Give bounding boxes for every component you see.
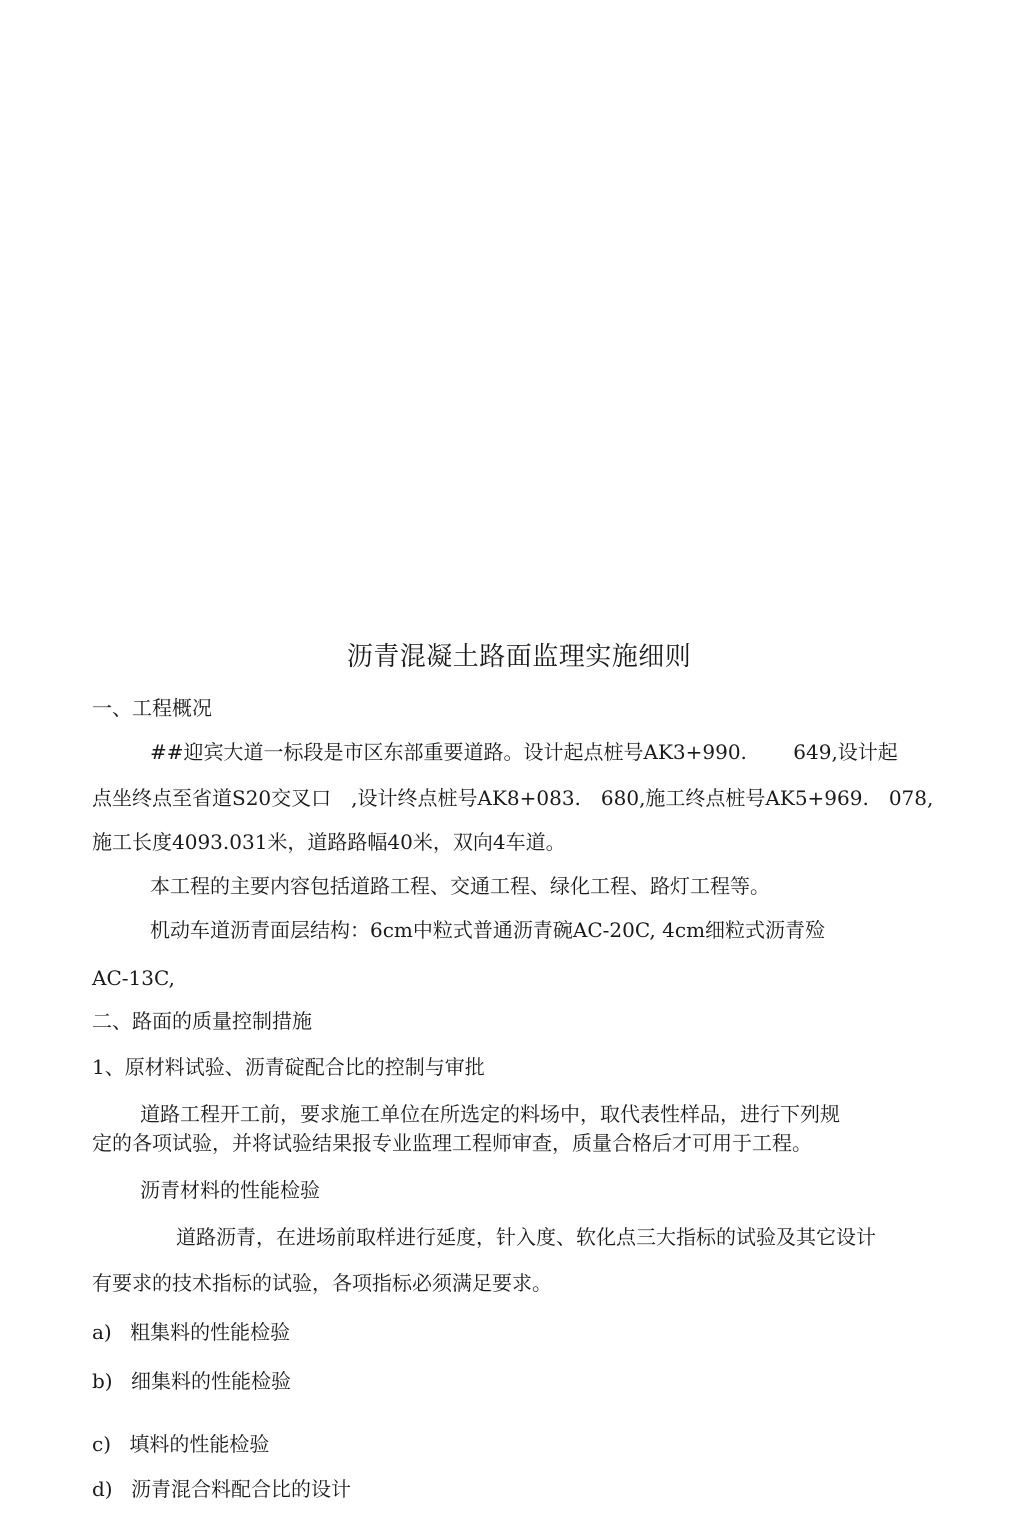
overview-line-2: 点坐终点至省道S20交叉口 ,设计终点桩号AK8+083. 680,施工终点桩号AK5+969. 078,	[92, 786, 934, 810]
section-2-heading: 二、路面的质量控制措施	[92, 1009, 312, 1033]
document-title: 沥青混凝土路面监理实施细则	[346, 642, 692, 672]
structure-line-2: AC-13C,	[92, 966, 175, 990]
list-marker: b)	[92, 1369, 113, 1393]
subsection-1-heading: 1、原材料试验、沥青碇配合比的控制与审批	[92, 1055, 485, 1079]
list-text: 填料的性能检验	[129, 1432, 270, 1456]
list-item-a	[92, 1320, 290, 1344]
list-marker: a)	[92, 1320, 112, 1344]
list-item-b	[92, 1369, 291, 1393]
list-marker: c)	[92, 1432, 112, 1456]
structure-line-1: 机动车道沥青面层结构：6cm中粒式普通沥青碗AC-20C, 4cm细粒式沥青殓	[150, 918, 826, 942]
asphalt-test-heading: 沥青材料的性能检验	[140, 1178, 320, 1202]
list-item-c	[92, 1432, 269, 1456]
overview-line-3: 施工长度4093.031米，道路路幅40米，双向4车道。	[92, 830, 566, 854]
list-marker: d)	[92, 1477, 113, 1501]
section-1-heading: 一、工程概况	[92, 696, 212, 720]
list-item-d	[92, 1477, 351, 1501]
asphalt-test-line-1: 道路沥青，在进场前取样进行延度，针入度、软化点三大指标的试验及其它设计	[176, 1225, 876, 1249]
asphalt-test-line-2: 有要求的技术指标的试验，各项指标必须满足要求。	[92, 1271, 552, 1295]
list-text: 沥青混合料配合比的设计	[130, 1477, 351, 1501]
scope-paragraph: 本工程的主要内容包括道路工程、交通工程、绿化工程、路灯工程等。	[150, 874, 770, 898]
pre-construction-line-2: 定的各项试验，并将试验结果报专业监理工程师审查，质量合格后才可用于工程。	[92, 1131, 812, 1155]
pre-construction-line-1: 道路工程开工前，要求施工单位在所选定的料场中，取代表性样品，进行下列规	[140, 1102, 840, 1126]
list-text: 细集料的性能检验	[130, 1369, 291, 1393]
overview-line-1: ##迎宾大道一标段是市区东部重要道路。设计起点桩号AK3+990. 649,设计起	[150, 740, 898, 764]
list-text: 粗集料的性能检验	[130, 1320, 291, 1344]
